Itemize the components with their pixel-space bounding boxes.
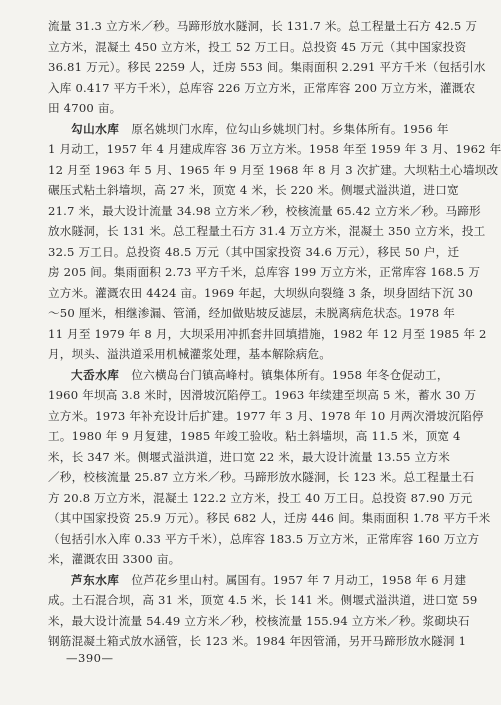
text-line: 32.5 万工日。总投资 48.5 万元（其中国家投资 34.6 万元），移民 50 户，迁 — [48, 244, 460, 259]
text-line: 1960 年坝高 3.8 米时，因滑坡沉陷停工。1963 年续建至坝高 5 米，蓄水 30 万 — [48, 388, 477, 402]
text-line: （包括引水入库 0.33 平方千米），总库容 183.5 万立方米，正常库容 160 万立方 — [48, 531, 480, 546]
text-line: （其中国家投资 25.9 万元）。移民 682 人，迁房 446 间。集雨面积 1.78 平方千米 — [48, 511, 491, 525]
text-line: 立方米，混凝土 450 立方米，投工 52 万工日。总投资 45 万元（其中国家投资 — [48, 39, 467, 54]
text-line: 田 4700 亩。 — [48, 101, 122, 115]
text-line: 21.7 米，最大设计流量 34.98 立方米／秒，校核流量 65.42 立方米／秒。马蹄形 — [48, 203, 481, 218]
paragraph-first-line — [48, 570, 467, 591]
paragraph-first-line — [48, 119, 449, 140]
text-line: 放水隧洞，长 131 米。总工程量土石方 31.4 万立方米，混凝土 350 立方米，投工 — [48, 224, 486, 238]
reservoir-heading: 芦东水库 — [71, 572, 120, 587]
text-line: 米，最大设计流量 54.49 立方米／秒，校核流量 155.94 立方米／秒。浆砌块石 — [48, 613, 470, 628]
paragraph-first-line — [48, 365, 449, 386]
text-line: 米，长 347 米。侧堰式溢洪道，进口宽 22 米，最大设计流量 13.55 立方米 — [48, 449, 451, 464]
text-line: 房 205 间。集雨面积 2.73 平方千米，总库容 199 万立方米，正常库容 168.5 万 — [48, 265, 481, 279]
text-line: 立方米。灌溉农田 4424 亩。1969 年起，大坝纵向裂缝 3 条，坝身固结下沉 30 — [48, 285, 474, 300]
text-line: 钢筋混凝土箱式放水涵管，长 123 米。1984 年因管涌，另开马蹄形放水隧洞 1 — [48, 634, 467, 648]
reservoir-heading: 勾山水库 — [71, 121, 120, 136]
text-line: 12 月至 1963 年 5 月、1965 年 9 月至 1968 年 8 月 3 次扩建。大坝粘土心墙坝改 — [48, 162, 499, 177]
text-line: 米，灌溉农田 3300 亩。 — [48, 552, 181, 566]
text-line: 1 月动工，1957 年 4 月建成库容 36 万立方米。1958 年至 1959 年 3 月、1962 年 — [48, 142, 501, 156]
reservoir-heading: 大岙水库 — [71, 367, 120, 382]
text-line: 碾压式粘土斜墙坝，高 27 米，顶宽 4 米，长 220 米。侧堰式溢洪道，进口宽 — [48, 183, 459, 197]
text-line: 原名姚坝门水库，位勾山乡姚坝门村。乡集体所有。1956 年 — [131, 121, 449, 136]
text-line: 入库 0.417 平方千米），总库容 226 万立方米，正常库容 200 万立方米，灌溉农 — [48, 80, 476, 95]
text-line: 成。土石混合坝，高 31 米，顶宽 4.5 米，长 141 米。侧堰式溢洪道，进口宽 59 — [48, 593, 478, 607]
text-line: 36.81 万元）。移民 2259 人，迁房 553 间。集雨面积 2.291 平方千米（包括引水 — [48, 60, 486, 74]
text-line: 位芦花乡里山村。属国有。1957 年 7 月动工，1958 年 6 月建 — [131, 572, 467, 587]
text-line: 方 20.8 万立方米，混凝土 122.2 立方米，投工 40 万工日。总投资 87.90 万元 — [48, 490, 473, 505]
text-line: 位六横岛台门镇高峰村。镇集体所有。1958 年冬仓促动工， — [131, 367, 449, 382]
text-line: ～50 厘米，相继渗漏、管涌，经加做贴坡反滤层，未脱离病危状态。1978 年 — [48, 306, 456, 320]
text-line: 工。1980 年 9 月复建，1985 年竣工验收。粘土斜墙坝，高 11.5 米，顶宽 4 — [48, 429, 461, 443]
text-line: 流量 31.3 立方米／秒。马蹄形放水隧洞，长 131.7 米。总工程量土石方 42.5 万 — [48, 19, 478, 33]
text-line: 月，坝头、溢洪道采用机械灌浆处理，基本解除病危。 — [48, 347, 332, 361]
text-line: ／秒，校核流量 25.87 立方米／秒。马蹄形放水隧洞，长 123 米。总工程量土石 — [48, 470, 475, 484]
text-line: 立方米。1973 年补充设计后扩建。1977 年 3 月、1978 年 10 月两次滑坡沉陷停 — [48, 408, 484, 423]
page-number: —390— — [66, 651, 114, 665]
text-line: 11 月至 1979 年 8 月，大坝采用冲抓套井回填措施，1982 年 12 月至 1985 年 2 — [48, 326, 487, 341]
